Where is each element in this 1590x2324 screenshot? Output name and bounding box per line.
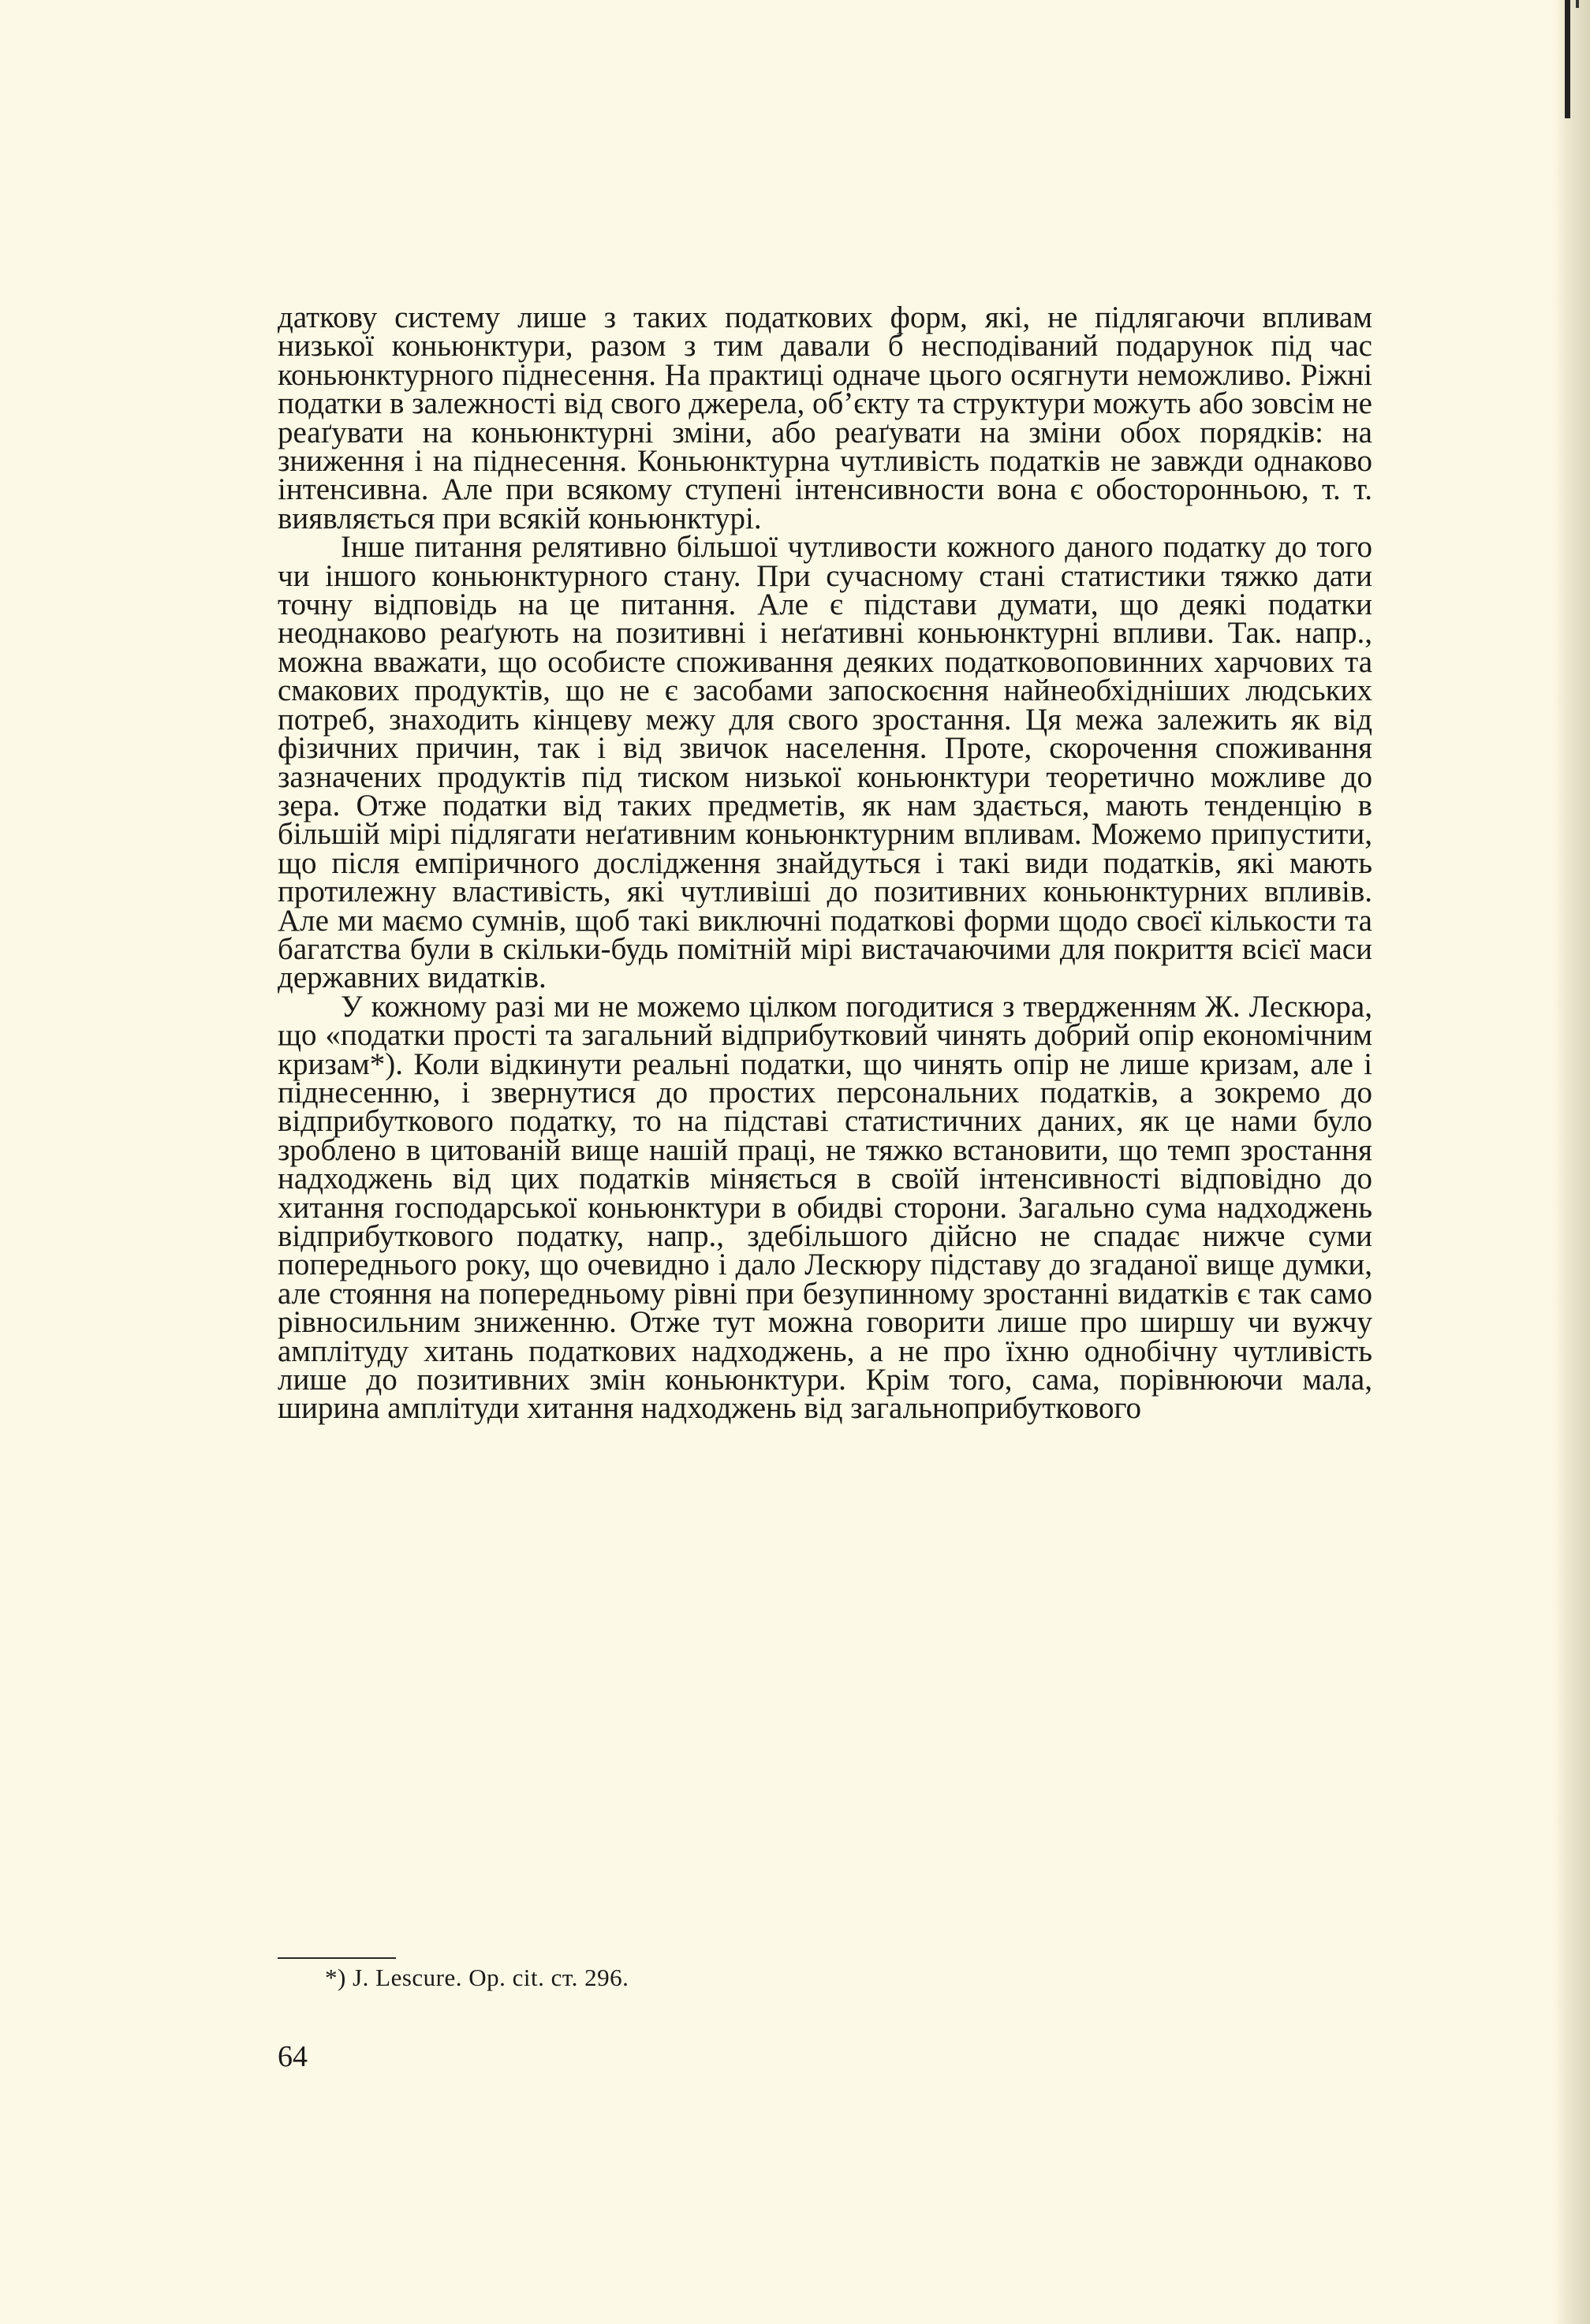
- book-spine-edge: [1552, 0, 1590, 2324]
- paragraph-2: Інше питання релятивно більшої чутливости кожного даного податку до того чи іншого коньюнктурного стану. При сучасному стані статистики тяжко дати точну відповідь на це питання. Але є підстави думати, що деякі податки неоднаково реаґують на позитивні і неґативні коньюнктурні впливи. Так. напр., можна вважати, що особисте споживання деяких податковоповинних харчових та смакових продуктів, що не є засобами запоскоєння найнеобхідніших людських потреб, знаходить кінцеву межу для свого зростання. Ця межа залежить як від фізичних причин, так і від звичок населення. Проте, скорочення споживання зазначених продуктів під тиском низької коньюнктури теоретично можливе до зера. Отже податки від таких предметів, як нам здається, мають тенденцію в більшій мірі підлягати неґативним коньюнктурним впливам. Можемо припустити, що після емпіричного дослідження знайдуться і такі види податків, які мають протилежну властивість, які чутливіші до позитивних коньюнктурних впливів. Але ми маємо сумнів, щоб такі виключні податкові форми щодо своєї кількости та багатства були в скільки-будь помітній мірі вистачаючими для покриття всієї маси державних видатків.: [278, 530, 1372, 995]
- paragraph-3: У кожному разі ми не можемо цілком погодитися з твердженням Ж. Лескюра, що «податки прості та загальний відприбутковий чинять добрий опір економічним кризам*). Коли відкинути реальні податки, що чинять опір не лише кризам, але і піднесенню, і звернутися до простих персональних податків, а зокремо до відприбуткового податку, то на підставі статистичних даних, як це нами було зроблено в цитованій вище нашій праці, не тяжко встановити, що темп зростання надходжень від цих податків міняється в своїй інтенсивності відповідно до хитання господарської коньюнктури в обидві сторони. Загально сума надходжень відприбуткового податку, напр., здебільшого дійсно не спадає нижче суми попереднього року, що очевидно і дало Лескюру підставу до згаданої вище думки, але стояння на попередньому рівні при безупинному зростанні видатків є так само рівносильним зниженню. Отже тут можна говорити лише про ширшу чи вужчу амплітуду хитань податкових надходжень, а не про їхню однобічну чутливість лише до позитивних змін коньюнктури. Крім того, сама, порівнюючи мала, ширина амплітуди хитання надходжень від загальноприбуткового: [278, 989, 1372, 1426]
- footnote: *) J. Lescure. Op. cit. ст. 296.: [325, 1964, 629, 1991]
- body-text: [278, 300, 1372, 1426]
- paragraph-1: даткову систему лише з таких податкових форм, які, не підлягаючи впливам низької коньюнктури, разом з тим давали б несподіваний подарунок під час коньюнктурного піднесення. На практиці одначе цього осягнути неможливо. Ріжні податки в залежності від свого джерела, об’єкту та структури можуть або зовсім не реаґувати на коньюнктурні зміни, або реаґувати на зміни обох порядків: на зниження і на піднесення. Коньюнктурна чутливість податків не завжди однаково інтенсивна. Але при всякому ступені інтенсивности вона є обосторонньою, т. т. виявляється при всякій коньюнктурі.: [278, 300, 1372, 535]
- spine-binding-mark: [1565, 0, 1570, 118]
- spine-binding-mark-small: [1576, 0, 1579, 8]
- page-number: 64: [278, 2040, 308, 2073]
- footnote-separator: [278, 1957, 396, 1959]
